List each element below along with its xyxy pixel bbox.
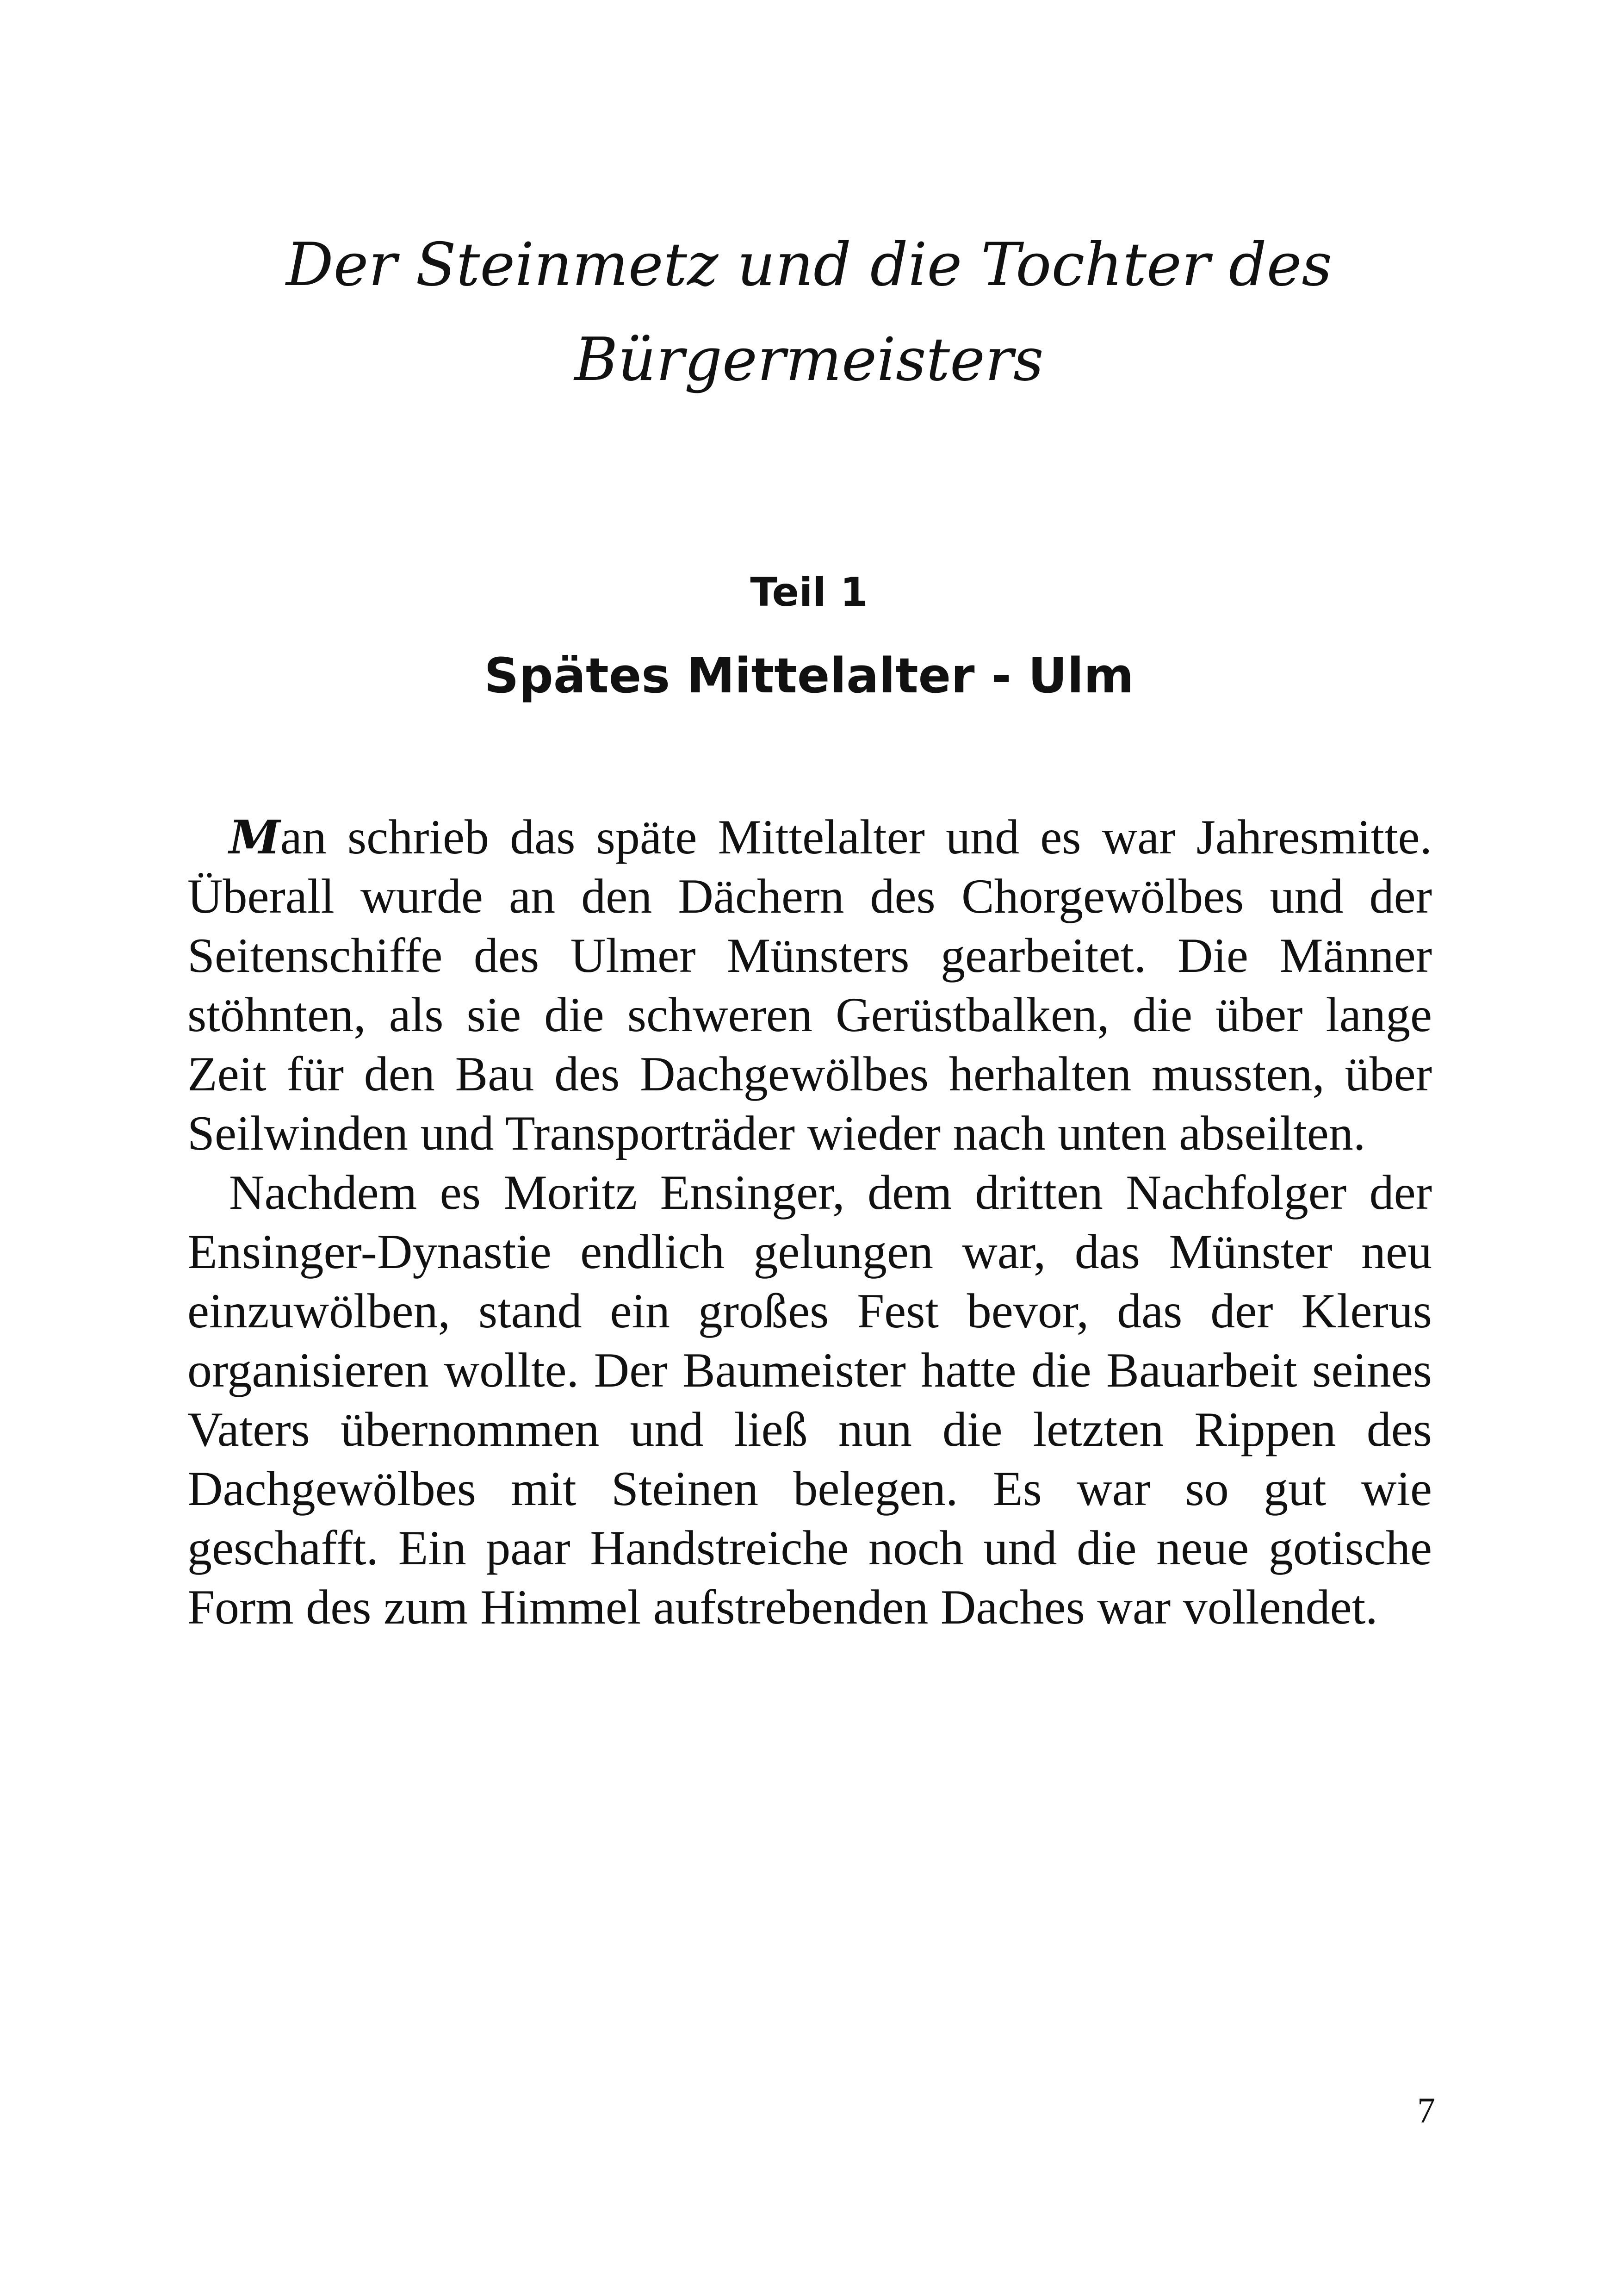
- paragraph-2: Nachdem es Moritz Ensinger, dem dritten Nachfolger der Ensinger-Dynastie endlich gelungen war, das Münster neu einzuwölben, stand ein großes Fest bevor, das der Klerus organisieren wollte. Der Baumeister hatte die Bauarbeit seines Vaters übernommen und ließ nun die letzten Rippen des Dachgewölbes mit Steinen belegen. Es war so gut wie geschafft. Ein paar Handstreiche noch und die neue gotische Form des zum Himmel aufstrebenden Daches war vollendet.: [187, 1165, 1432, 1634]
- paragraph-1: [187, 808, 1432, 1163]
- page-number: 7: [1417, 2090, 1435, 2130]
- chapter-title: Der Steinmetz und die Tochter des Bürgermeisters: [285, 230, 1333, 394]
- part-label: Teil 1: [750, 569, 868, 616]
- paragraph-1-text: an schrieb das späte Mittelalter und es war Jahresmitte. Überall wurde an den Dächern des Chorgewölbes und der Seitenschiffe des Ulmer Münsters gearbeitet. Die Männer stöhnten, als sie die schweren Gerüstbalken, die über lange Zeit für den Bau des Dachgewölbes herhalten mussten, über Seilwinden und Transporträder wieder nach unten abseilten.: [187, 810, 1432, 1160]
- decorative-initial: M: [229, 810, 280, 865]
- body-text: [187, 808, 1432, 1637]
- part-subtitle: Spätes Mittelalter - Ulm: [484, 647, 1134, 704]
